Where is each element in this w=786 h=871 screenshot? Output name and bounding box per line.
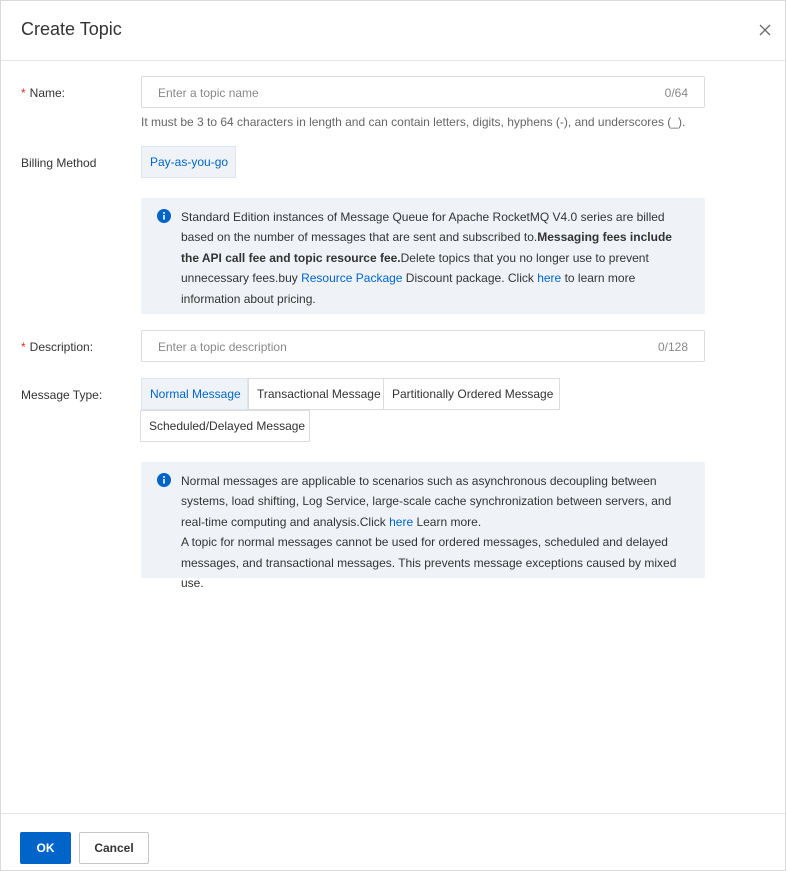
scheduled-delayed-message-option[interactable]: Scheduled/Delayed Message [140, 410, 310, 442]
billing-info-box: Standard Edition instances of Message Queue for Apache RocketMQ V4.0 series are billed based on the number of messages that are sent and subscribed to.Messaging fees include the API call fee and topic resource fee.Delete topics that you no longer use to prevent unnecessary fees.buy Resource Package Discount package. Click here to learn more information about pricing. [141, 198, 705, 314]
name-input[interactable] [141, 76, 705, 108]
name-placeholder: Enter a topic name [158, 86, 259, 100]
cancel-button[interactable]: Cancel [79, 832, 149, 864]
name-label: * Name: [21, 86, 66, 100]
ok-button[interactable]: OK [20, 832, 71, 864]
message-type-info-box: Normal messages are applicable to scenarios such as asynchronous decoupling between systems, load shifting, Log Service, large-scale cache synchronization between servers, and real-time computing and analysis.Click here Learn more. A topic for normal messages cannot be used for ordered messages, scheduled and delayed messages, and transactional messages. This prevents message exceptions caused by mixed use. [141, 462, 705, 578]
description-counter: 0/128 [657, 340, 688, 354]
description-placeholder: Enter a topic description [158, 340, 287, 354]
close-icon[interactable] [755, 20, 775, 40]
description-label: * Description: [21, 340, 94, 354]
required-mark: * [21, 340, 26, 354]
pricing-here-link[interactable]: here [537, 271, 562, 286]
partitionally-ordered-message-option[interactable]: Partitionally Ordered Message [383, 378, 560, 410]
message-type-label: Message Type: [21, 388, 103, 402]
learn-more-here-link[interactable]: here [389, 514, 414, 529]
transactional-message-option[interactable]: Transactional Message [248, 378, 384, 410]
name-hint: It must be 3 to 64 characters in length and can contain letters, digits, hyphens (-), and underscores (_). [141, 115, 686, 129]
billing-method-label: Billing Method [21, 156, 97, 170]
resource-package-link[interactable]: Resource Package [301, 271, 403, 286]
required-mark: * [21, 86, 26, 100]
dialog-header [1, 1, 785, 61]
name-counter: 0/64 [664, 86, 688, 100]
normal-message-option[interactable]: Normal Message [141, 378, 248, 410]
description-input[interactable] [141, 330, 705, 362]
info-icon [157, 473, 171, 487]
dialog-title: Create Topic [21, 19, 122, 39]
dialog-footer [1, 813, 785, 870]
pay-as-you-go-option[interactable]: Pay-as-you-go [141, 146, 236, 178]
info-icon [157, 209, 171, 223]
